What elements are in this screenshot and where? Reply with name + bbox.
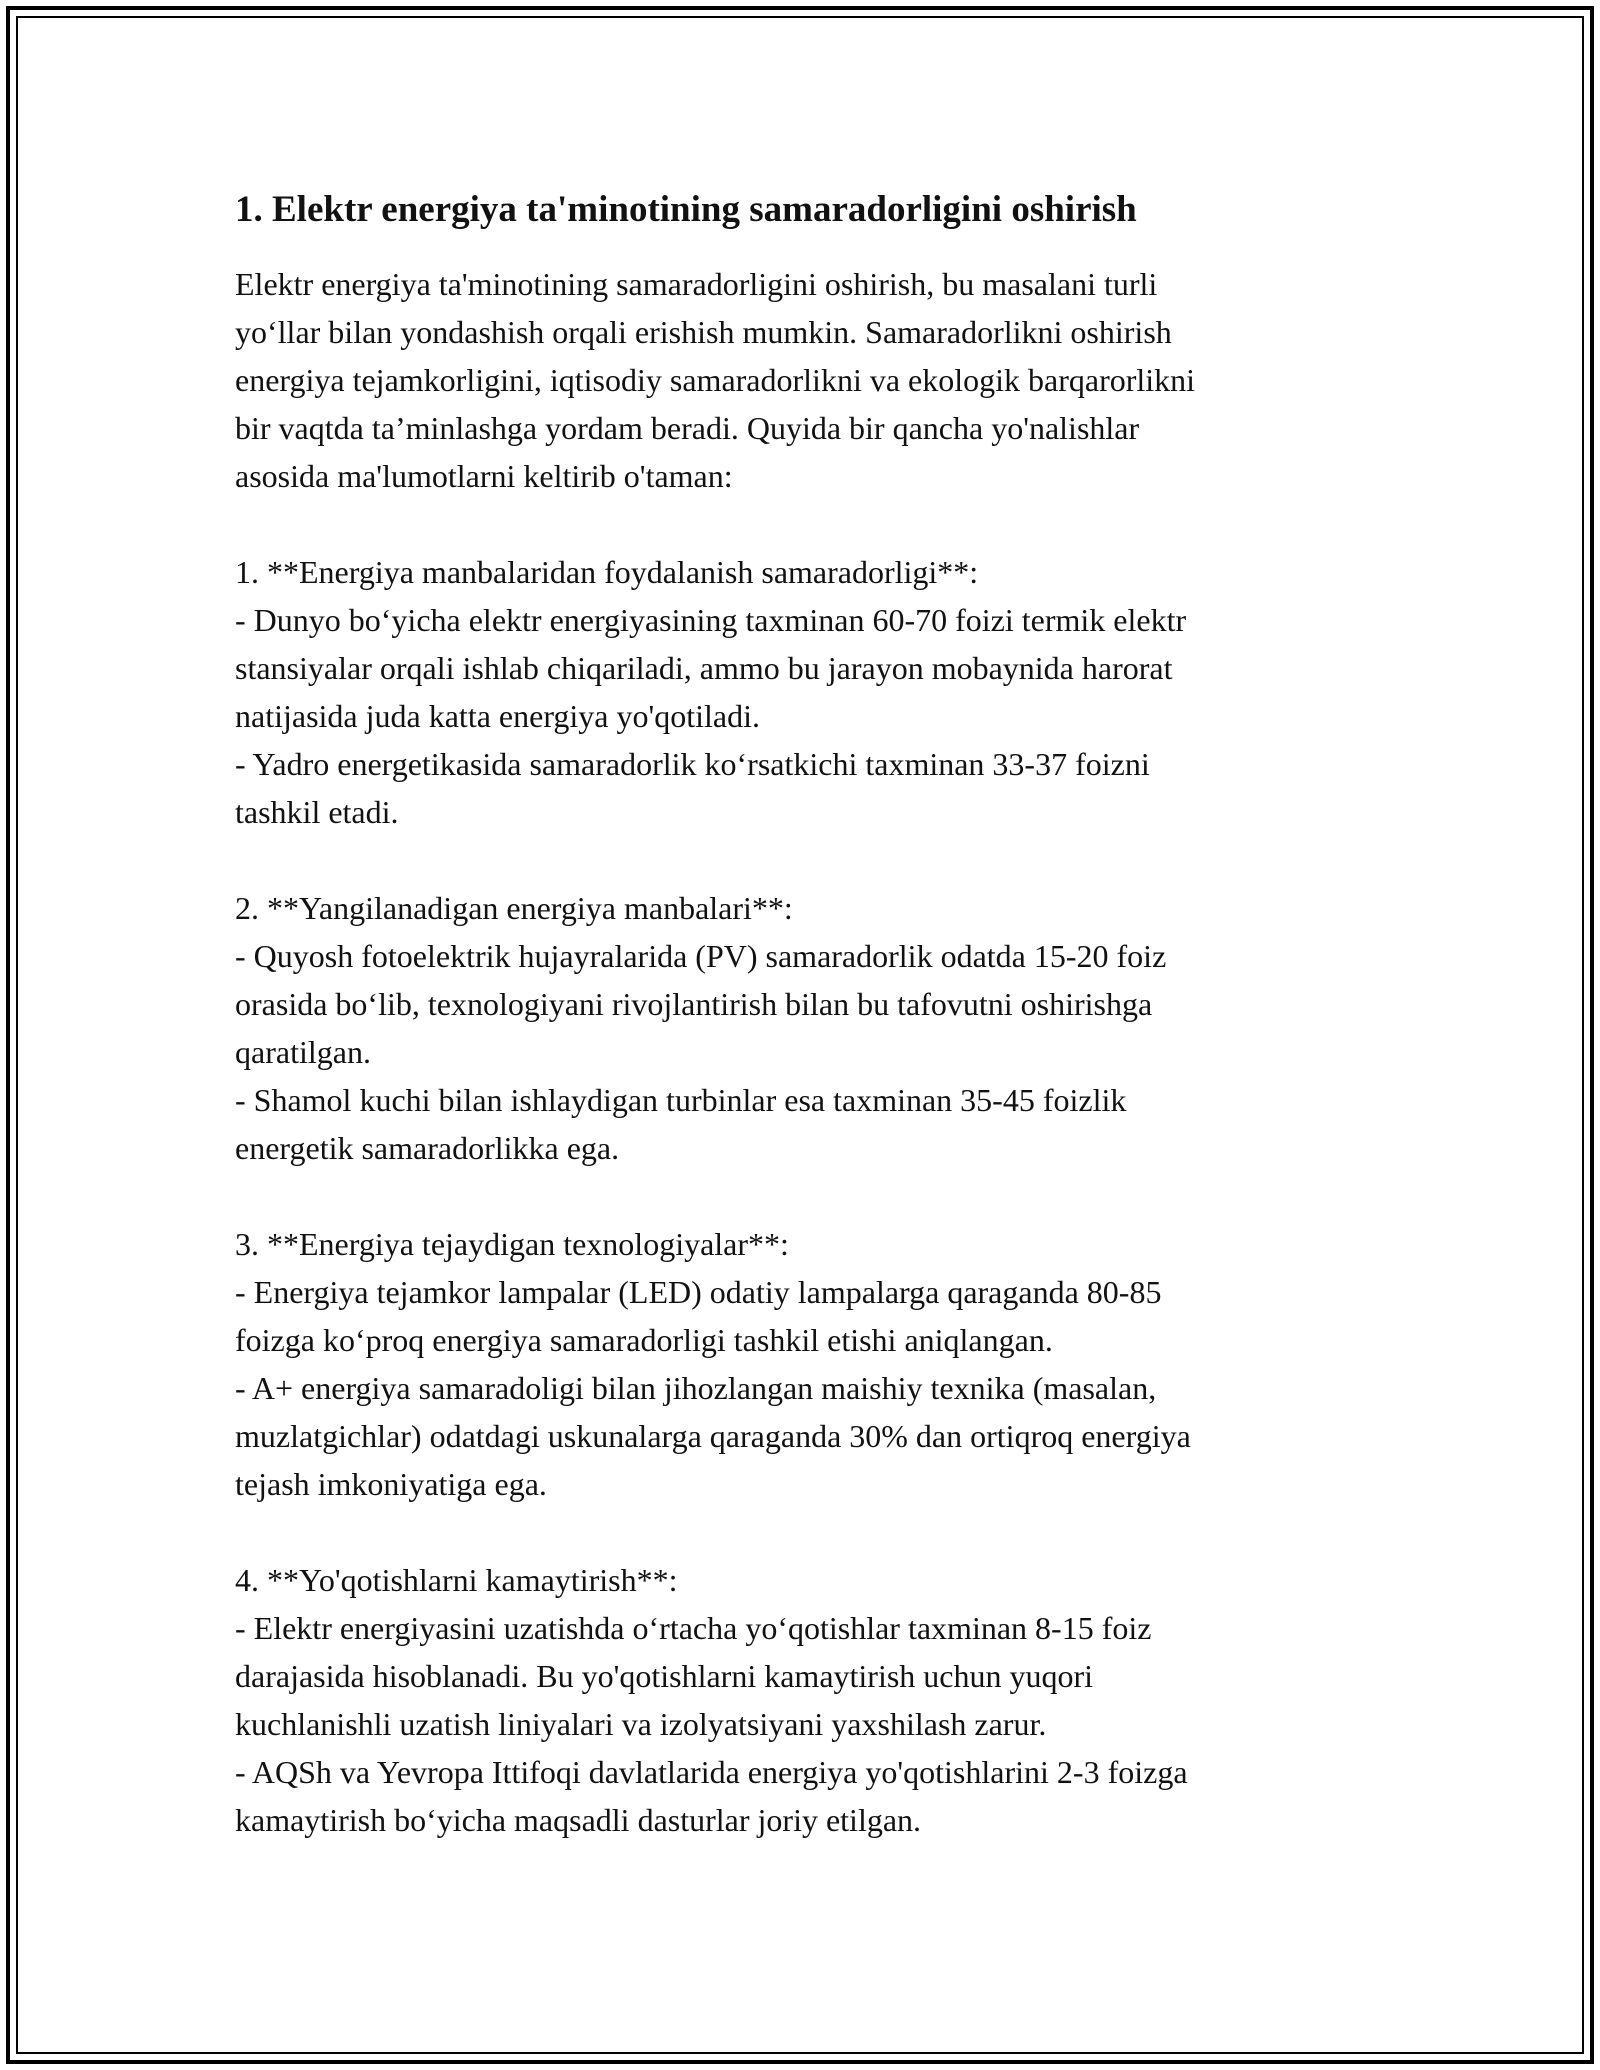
list-item: - A+ energiya samaradoligi bilan jihozlangan maishiy texnika (masalan, muzlatgichlar) odatdagi uskunalarga qaraganda 30% dan ortiqroq energiya tejash imkoniyatiga ega. <box>235 1370 1191 1503</box>
intro-paragraph: Elektr energiya ta'minotining samaradorligini oshirish, bu masalani turli yo‘llar bilan yondashish orqali erishish mumkin. Samaradorlikni oshirish energiya tejamkorligini, iqtisodiy samaradorlikni va ekologik barqarorlikni bir vaqtda ta’minlashga yordam beradi. Quyida bir qancha yo'nalishlar asosida ma'lumotlarni keltirib o'taman: <box>235 266 1196 495</box>
spacer <box>235 500 1425 548</box>
section-1 <box>235 548 1425 836</box>
section-3 <box>235 1220 1425 1508</box>
section-4 <box>235 1556 1425 1844</box>
list-item: - AQSh va Yevropa Ittifoqi davlatlarida energiya yo'qotishlarini 2-3 foizga kamaytirish bo‘yicha maqsadli dasturlar joriy etilgan. <box>235 1754 1188 1839</box>
list-item: - Elektr energiyasini uzatishda o‘rtacha yo‘qotishlar taxminan 8-15 foiz darajasida hisoblanadi. Bu yo'qotishlarni kamaytirish uchun yuqori kuchlanishli uzatish liniyalari va izolyatsiyani yaxshilash zarur. <box>235 1610 1152 1743</box>
section-2 <box>235 884 1425 1172</box>
list-item: - Quyosh fotoelektrik hujayralarida (PV) samaradorlik odatda 15-20 foiz orasida bo‘lib, texnologiyani rivojlantirish bilan bu tafovutni oshirishga qaratilgan. <box>235 938 1167 1071</box>
document-title: 1. Elektr energiya ta'minotining samaradorligini oshirish <box>235 189 1137 230</box>
spacer <box>235 836 1425 884</box>
list-item: - Energiya tejamkor lampalar (LED) odatiy lampalarga qaraganda 80-85 foizga ko‘proq energiya samaradorligi tashkil etishi aniqlangan. <box>235 1274 1162 1359</box>
list-item: - Yadro energetikasida samaradorlik ko‘rsatkichi taxminan 33-37 foizni tashkil etadi. <box>235 746 1150 831</box>
section-heading: 3. **Energiya tejaydigan texnologiyalar**: <box>235 1226 789 1263</box>
list-item: - Dunyo bo‘yicha elektr energiyasining taxminan 60-70 foizi termik elektr stansiyalar orqali ishlab chiqariladi, ammo bu jarayon mobaynida harorat natijasida juda katta energiya yo'qotiladi. <box>235 602 1187 735</box>
section-heading: 4. **Yo'qotishlarni kamaytirish**: <box>235 1562 678 1599</box>
spacer <box>235 1172 1425 1220</box>
section-heading: 2. **Yangilanadigan energiya manbalari**: <box>235 890 793 927</box>
document-body <box>235 186 1425 1844</box>
list-item: - Shamol kuchi bilan ishlaydigan turbinlar esa taxminan 35-45 foizlik energetik samaradorlikka ega. <box>235 1082 1127 1167</box>
spacer <box>235 1508 1425 1556</box>
section-heading: 1. **Energiya manbalaridan foydalanish samaradorligi**: <box>235 554 979 591</box>
